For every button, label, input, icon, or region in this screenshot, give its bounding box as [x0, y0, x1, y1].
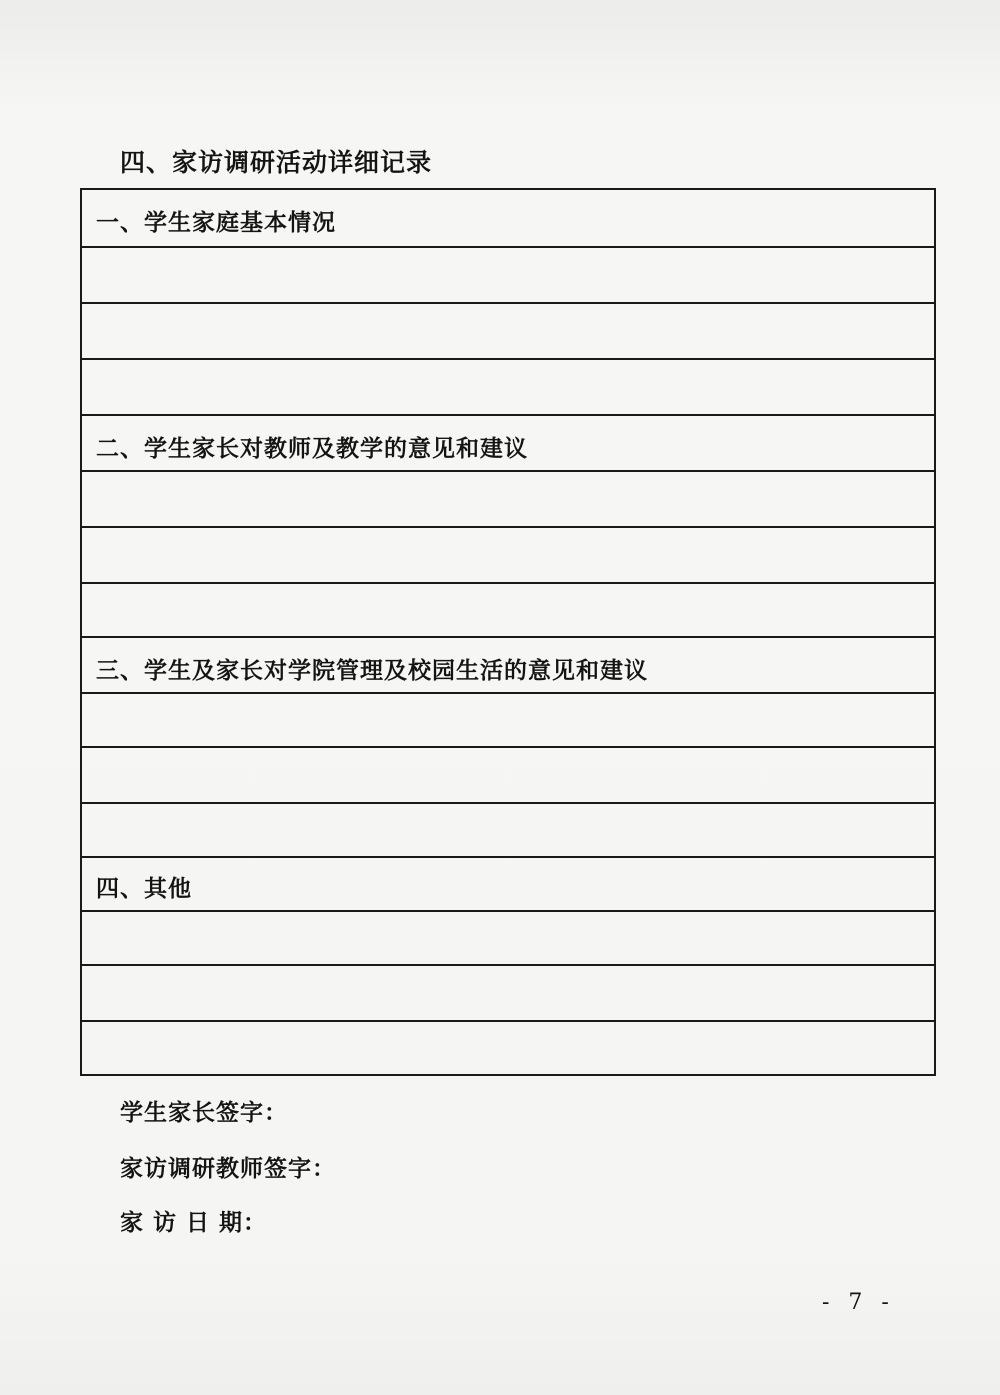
table-row-line	[82, 692, 934, 694]
table-row-line	[82, 526, 934, 528]
page-number: - 7 -	[822, 1290, 895, 1315]
table-row-line	[82, 910, 934, 912]
table-row-line	[82, 470, 934, 472]
record-table	[80, 188, 936, 1076]
table-row-line	[82, 964, 934, 966]
page-title: 四、家访调研活动详细记录	[120, 148, 433, 177]
parent-signature-label: 学生家长签字：	[120, 1099, 288, 1126]
table-row-line	[82, 302, 934, 304]
table-row-line	[82, 246, 934, 248]
teacher-signature-label: 家访调研教师签字：	[120, 1155, 336, 1182]
table-row-line	[82, 414, 934, 416]
section-label-campus-feedback: 三、学生及家长对学院管理及校园生活的意见和建议	[96, 657, 648, 684]
table-row-line	[82, 636, 934, 638]
table-row-line	[82, 856, 934, 858]
section-label-family-info: 一、学生家庭基本情况	[96, 209, 336, 236]
visit-date-label: 家 访 日 期：	[120, 1209, 268, 1236]
section-label-teaching-feedback: 二、学生家长对教师及教学的意见和建议	[96, 435, 528, 462]
table-row-line	[82, 358, 934, 360]
table-row-line	[82, 1020, 934, 1022]
table-row-line	[82, 802, 934, 804]
table-row-line	[82, 582, 934, 584]
section-label-other: 四、其他	[96, 875, 192, 902]
table-row-line	[82, 746, 934, 748]
